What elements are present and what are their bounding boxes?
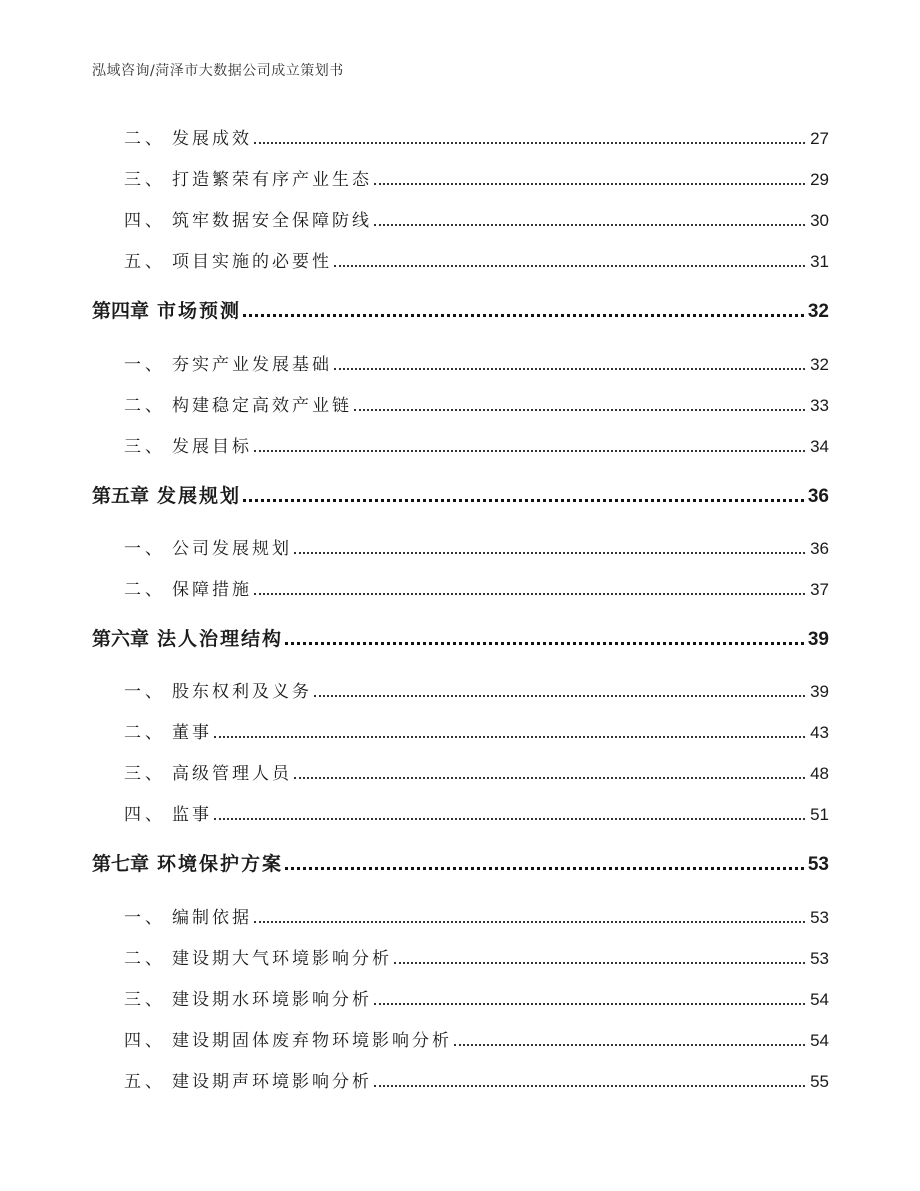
toc-entry-page: 53 <box>807 854 829 875</box>
toc-entry-chapter[interactable] <box>92 624 829 650</box>
toc-entry-number: 第五章 <box>92 485 150 507</box>
toc-entry-number: 四、 <box>124 211 166 231</box>
toc-entry-page: 54 <box>810 1031 829 1050</box>
toc-entry-page: 34 <box>810 437 829 456</box>
toc-entry-section[interactable] <box>92 1067 829 1091</box>
toc-entry-page: 33 <box>810 396 829 415</box>
toc-entry-number: 一、 <box>124 539 166 559</box>
toc-entry-section[interactable] <box>92 718 829 742</box>
toc-entry-section[interactable] <box>92 124 829 148</box>
toc-entry-page: 39 <box>810 682 829 701</box>
toc-entry-title: 构建稳定高效产业链 <box>172 396 352 416</box>
toc-entry-section[interactable] <box>92 759 829 783</box>
toc-entry-page: 48 <box>810 764 829 783</box>
toc-entry-number: 四、 <box>124 805 166 825</box>
dot-leader <box>254 920 805 923</box>
dot-leader <box>294 776 805 779</box>
toc-entry-title: 建设期声环境影响分析 <box>172 1072 372 1092</box>
page-header: 泓域咨询/菏泽市大数据公司成立策划书 <box>92 63 344 79</box>
toc-entry-page: 51 <box>810 805 829 824</box>
toc-entry-section[interactable] <box>92 903 829 927</box>
toc-entry-number: 三、 <box>124 437 166 457</box>
toc-entry-title: 股东权利及义务 <box>172 682 312 702</box>
toc-entry-number: 五、 <box>124 1072 166 1092</box>
toc-entry-section[interactable] <box>92 391 829 415</box>
toc-entry-page: 27 <box>810 129 829 148</box>
toc-entry-page: 37 <box>810 580 829 599</box>
toc-entry-number: 四、 <box>124 1031 166 1051</box>
toc-entry-number: 第四章 <box>92 300 150 322</box>
toc-entry-section[interactable] <box>92 1026 829 1050</box>
dot-leader <box>285 641 804 645</box>
toc-entry-title: 发展成效 <box>172 129 252 149</box>
dot-leader <box>454 1043 805 1046</box>
toc-entry-page: 32 <box>810 355 829 374</box>
dot-leader <box>374 182 805 185</box>
toc-entry-number: 第七章 <box>92 853 150 875</box>
toc-entry-page: 36 <box>810 539 829 558</box>
toc-entry-section[interactable] <box>92 432 829 456</box>
toc-entry-page: 31 <box>810 252 829 271</box>
dot-leader <box>243 313 804 317</box>
toc-entry-section[interactable] <box>92 247 829 271</box>
toc-entry-page: 55 <box>810 1072 829 1091</box>
dot-leader <box>334 264 805 267</box>
dot-leader <box>374 1084 805 1087</box>
toc-entry-title: 高级管理人员 <box>172 764 292 784</box>
toc-entry-title: 法人治理结构 <box>157 628 284 650</box>
toc-entry-number: 三、 <box>124 764 166 784</box>
toc-entry-chapter[interactable] <box>92 849 829 875</box>
toc-entry-number: 一、 <box>124 355 166 375</box>
toc-entry-number: 一、 <box>124 908 166 928</box>
toc-entry-title: 编制依据 <box>172 908 252 928</box>
toc-entry-title: 董事 <box>172 723 212 743</box>
toc-entry-title: 建设期大气环境影响分析 <box>172 949 392 969</box>
dot-leader <box>374 1002 805 1005</box>
toc-entry-title: 筑牢数据安全保障防线 <box>172 211 372 231</box>
toc-entry-section[interactable] <box>92 534 829 558</box>
toc-entry-section[interactable] <box>92 800 829 824</box>
toc-entry-section[interactable] <box>92 165 829 189</box>
dot-leader <box>354 408 805 411</box>
dot-leader <box>294 551 805 554</box>
toc-entry-title: 打造繁荣有序产业生态 <box>172 170 372 190</box>
dot-leader <box>285 866 804 870</box>
toc-entry-chapter[interactable] <box>92 296 829 322</box>
toc-entry-section[interactable] <box>92 350 829 374</box>
toc-entry-title: 保障措施 <box>172 580 252 600</box>
toc-entry-number: 五、 <box>124 252 166 272</box>
dot-leader <box>394 961 805 964</box>
toc-entry-number: 二、 <box>124 580 166 600</box>
toc-entry-number: 第六章 <box>92 628 150 650</box>
toc-entry-number: 二、 <box>124 949 166 969</box>
toc-entry-number: 三、 <box>124 990 166 1010</box>
toc-entry-page: 53 <box>810 949 829 968</box>
toc-entry-page: 32 <box>807 301 829 322</box>
toc-entry-title: 市场预测 <box>157 300 242 322</box>
toc-entry-title: 环境保护方案 <box>157 853 284 875</box>
dot-leader <box>314 694 805 697</box>
dot-leader <box>254 141 805 144</box>
toc-entry-section[interactable] <box>92 575 829 599</box>
toc-entry-title: 项目实施的必要性 <box>172 252 332 272</box>
toc-entry-section[interactable] <box>92 677 829 701</box>
toc-entry-number: 三、 <box>124 170 166 190</box>
toc-entry-page: 39 <box>807 629 829 650</box>
toc-entry-number: 二、 <box>124 396 166 416</box>
dot-leader <box>254 592 805 595</box>
toc-entry-page: 54 <box>810 990 829 1009</box>
toc-entry-title: 建设期固体废弃物环境影响分析 <box>172 1031 452 1051</box>
dot-leader <box>334 367 805 370</box>
toc-entry-title: 夯实产业发展基础 <box>172 355 332 375</box>
toc-entry-number: 二、 <box>124 723 166 743</box>
toc-entry-number: 一、 <box>124 682 166 702</box>
toc-entry-section[interactable] <box>92 206 829 230</box>
toc-entry-title: 监事 <box>172 805 212 825</box>
toc-entry-page: 43 <box>810 723 829 742</box>
dot-leader <box>254 449 805 452</box>
toc-entry-page: 29 <box>810 170 829 189</box>
dot-leader <box>214 735 805 738</box>
toc-entry-title: 发展目标 <box>172 437 252 457</box>
dot-leader <box>214 817 805 820</box>
dot-leader <box>243 498 804 502</box>
toc-entry-number: 二、 <box>124 129 166 149</box>
toc-entry-title: 公司发展规划 <box>172 539 292 559</box>
toc-entry-page: 53 <box>810 908 829 927</box>
toc-entry-section[interactable] <box>92 985 829 1009</box>
dot-leader <box>374 223 805 226</box>
toc-entry-title: 建设期水环境影响分析 <box>172 990 372 1010</box>
toc-entry-page: 36 <box>807 486 829 507</box>
toc-entry-page: 30 <box>810 211 829 230</box>
toc-entry-section[interactable] <box>92 944 829 968</box>
toc-entry-chapter[interactable] <box>92 481 829 507</box>
toc-entry-title: 发展规划 <box>157 485 242 507</box>
